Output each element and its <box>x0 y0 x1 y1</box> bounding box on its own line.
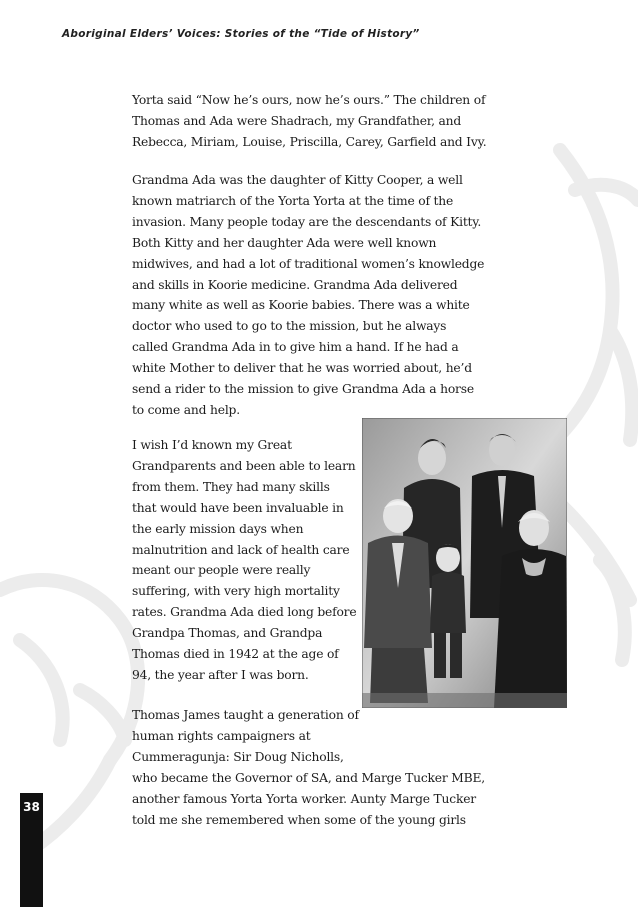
text-line: Thomas James taught a generation of <box>132 708 359 722</box>
text-line: another famous Yorta Yorta worker. Aunty Marge Tucker <box>132 791 476 806</box>
running-header: Aboriginal Elders’ Voices: Stories of the “Tide of History” <box>62 28 420 40</box>
text-line: known matriarch of the Yorta Yorta at the time of the <box>132 193 454 208</box>
text-line: Yorta said “Now he’s ours, now he’s ours.” The children of <box>132 93 486 107</box>
paragraph-4 <box>132 705 485 830</box>
family-portrait-illustration <box>362 418 567 708</box>
text-line: midwives, and had a lot of traditional women’s knowledge <box>132 256 485 271</box>
text-line: 94, the year after I was born. <box>132 667 309 682</box>
text-line: rates. Grandma Ada died long before <box>132 605 357 620</box>
text-line: called Grandma Ada in to give him a hand. If he had a <box>132 340 459 355</box>
text-line: doctor who used to go to the mission, but he always <box>132 319 447 334</box>
page-number: 38 <box>23 800 40 814</box>
text-line: Grandpa Thomas, and Grandpa <box>132 626 323 641</box>
text-line: meant our people were really <box>132 563 311 578</box>
text-line: many white as well as Koorie babies. There was a white <box>132 298 470 313</box>
text-line: to come and help. <box>132 402 240 417</box>
text-line: Grandma Ada was the daughter of Kitty Cooper, a well <box>132 173 463 187</box>
text-line: Both Kitty and her daughter Ada were well known <box>132 235 437 250</box>
text-line: Rebecca, Miriam, Louise, Priscilla, Carey, Garfield and Ivy. <box>132 134 487 149</box>
family-portrait-photo <box>362 418 567 708</box>
paragraph-2 <box>132 170 484 421</box>
text-line: the early mission days when <box>132 521 304 536</box>
text-line: invasion. Many people today are the descendants of Kitty. <box>132 214 482 229</box>
text-line: and skills in Koorie medicine. Grandma Ada delivered <box>132 277 458 292</box>
text-line: Cummeragunja: Sir Doug Nicholls, <box>132 749 344 764</box>
text-line: white Mother to deliver that he was worried about, he’d <box>132 361 472 376</box>
text-line: I wish I’d known my Great <box>132 438 292 452</box>
paragraph-3 <box>132 435 356 686</box>
text-line: suffering, with very high mortality <box>132 584 340 599</box>
paragraph-1 <box>132 90 486 153</box>
text-line: from them. They had many skills <box>132 479 330 494</box>
text-line: Grandparents and been able to learn <box>132 458 356 473</box>
text-line: Thomas and Ada were Shadrach, my Grandfather, and <box>132 113 462 128</box>
text-line: Thomas died in 1942 at the age of <box>132 647 339 662</box>
text-line: who became the Governor of SA, and Marge Tucker MBE, <box>132 770 485 785</box>
text-line: that would have been invaluable in <box>132 500 344 515</box>
text-line: send a rider to the mission to give Grandma Ada a horse <box>132 382 474 397</box>
text-line: human rights campaigners at <box>132 728 311 743</box>
text-line: malnutrition and lack of health care <box>132 542 350 557</box>
text-line: told me she remembered when some of the young girls <box>132 812 466 827</box>
